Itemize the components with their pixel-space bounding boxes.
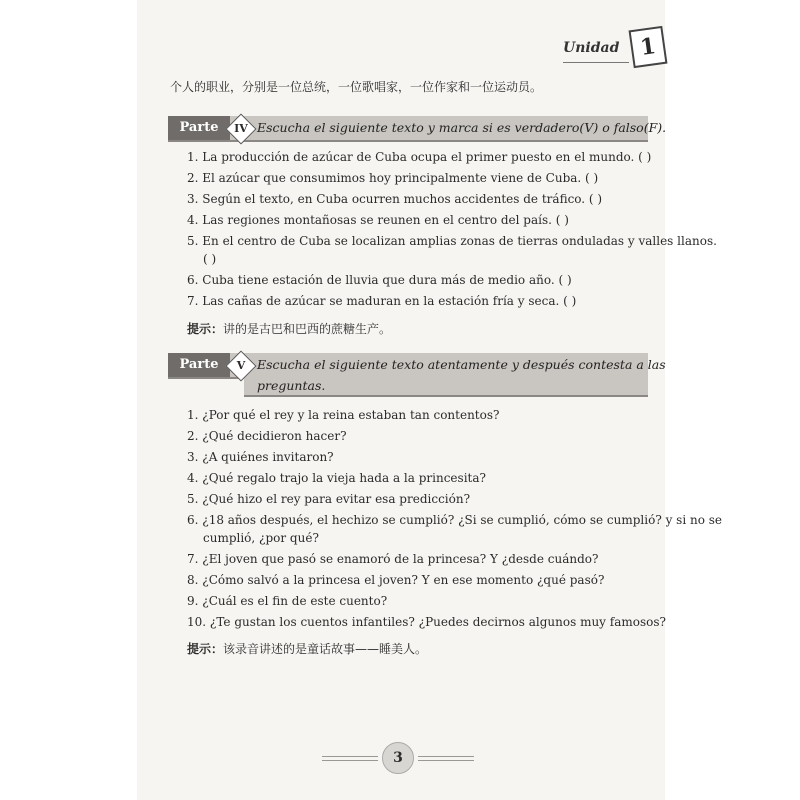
list-item: 6. Cuba tiene estación de lluvia que dura más de medio año. ( ) bbox=[187, 273, 572, 287]
tip-label: 提示： bbox=[187, 322, 224, 336]
parte-v-roman: V bbox=[236, 359, 246, 372]
list-item-continuation: ( ) bbox=[203, 252, 217, 266]
parte-iv-tip bbox=[187, 320, 391, 337]
parte-v-instruction-cont: preguntas. bbox=[257, 378, 326, 393]
tip-label: 提示： bbox=[187, 642, 224, 656]
list-item: 1. La producción de azúcar de Cuba ocupa el primer puesto en el mundo. ( ) bbox=[187, 150, 652, 164]
intro-line: 个人的职业，分别是一位总统，一位歌唱家，一位作家和一位运动员。 bbox=[170, 80, 543, 94]
unit-header bbox=[535, 22, 665, 72]
list-item: 1. ¿Por qué el rey y la reina estaban tan contentos? bbox=[187, 408, 500, 422]
footer-ornament-right bbox=[418, 756, 474, 761]
book-page bbox=[137, 0, 723, 800]
parte-v-instruction: Escucha el siguiente texto atentamente y después contesta a las bbox=[257, 357, 666, 372]
list-item: 8. ¿Cómo salvó a la princesa el joven? Y en ese momento ¿qué pasó? bbox=[187, 573, 605, 587]
list-item: 4. Las regiones montañosas se reunen en el centro del país. ( ) bbox=[187, 213, 569, 227]
parte-iv-instruction: Escucha el siguiente texto y marca si es verdadero(V) o falso(F). bbox=[257, 120, 667, 135]
list-item: 3. ¿A quiénes invitaron? bbox=[187, 450, 334, 464]
list-item: 6. ¿18 años después, el hechizo se cumplió? ¿Si se cumplió, cómo se cumplió? y si no se bbox=[187, 513, 723, 527]
unit-number-badge: 1 bbox=[629, 26, 668, 68]
list-item: 2. ¿Qué decidieron hacer? bbox=[187, 429, 347, 443]
list-item: 4. ¿Qué regalo trajo la vieja hada a la princesita? bbox=[187, 471, 486, 485]
footer-ornament-left bbox=[322, 756, 378, 761]
unit-title: Unidad bbox=[563, 40, 620, 56]
parte-iv-label: Parte bbox=[168, 116, 230, 140]
parte-iv-roman: IV bbox=[234, 122, 248, 135]
list-item: 5. En el centro de Cuba se localizan amplias zonas de tierras onduladas y valles llanos. bbox=[187, 234, 717, 248]
parte-v-tip bbox=[187, 640, 427, 657]
list-item-continuation: cumplió, ¿por qué? bbox=[203, 531, 319, 545]
list-item: 9. ¿Cuál es el fin de este cuento? bbox=[187, 594, 388, 608]
parte-v-label: Parte bbox=[168, 353, 230, 377]
page-number: 3 bbox=[382, 742, 414, 774]
list-item: 7. Las cañas de azúcar se maduran en la estación fría y seca. ( ) bbox=[187, 294, 577, 308]
tip-text: 该录音讲述的是童话故事——睡美人。 bbox=[223, 642, 428, 656]
list-item: 10. ¿Te gustan los cuentos infantiles? ¿Puedes decirnos algunos muy famosos? bbox=[187, 615, 666, 629]
list-item: 3. Según el texto, en Cuba ocurren muchos accidentes de tráfico. ( ) bbox=[187, 192, 603, 206]
tip-text: 讲的是古巴和巴西的蔗糖生产。 bbox=[223, 322, 392, 336]
unit-rule bbox=[563, 62, 629, 63]
list-item: 5. ¿Qué hizo el rey para evitar esa predicción? bbox=[187, 492, 471, 506]
list-item: 2. El azúcar que consumimos hoy principalmente viene de Cuba. ( ) bbox=[187, 171, 599, 185]
list-item: 7. ¿El joven que pasó se enamoró de la princesa? Y ¿desde cuándo? bbox=[187, 552, 599, 566]
